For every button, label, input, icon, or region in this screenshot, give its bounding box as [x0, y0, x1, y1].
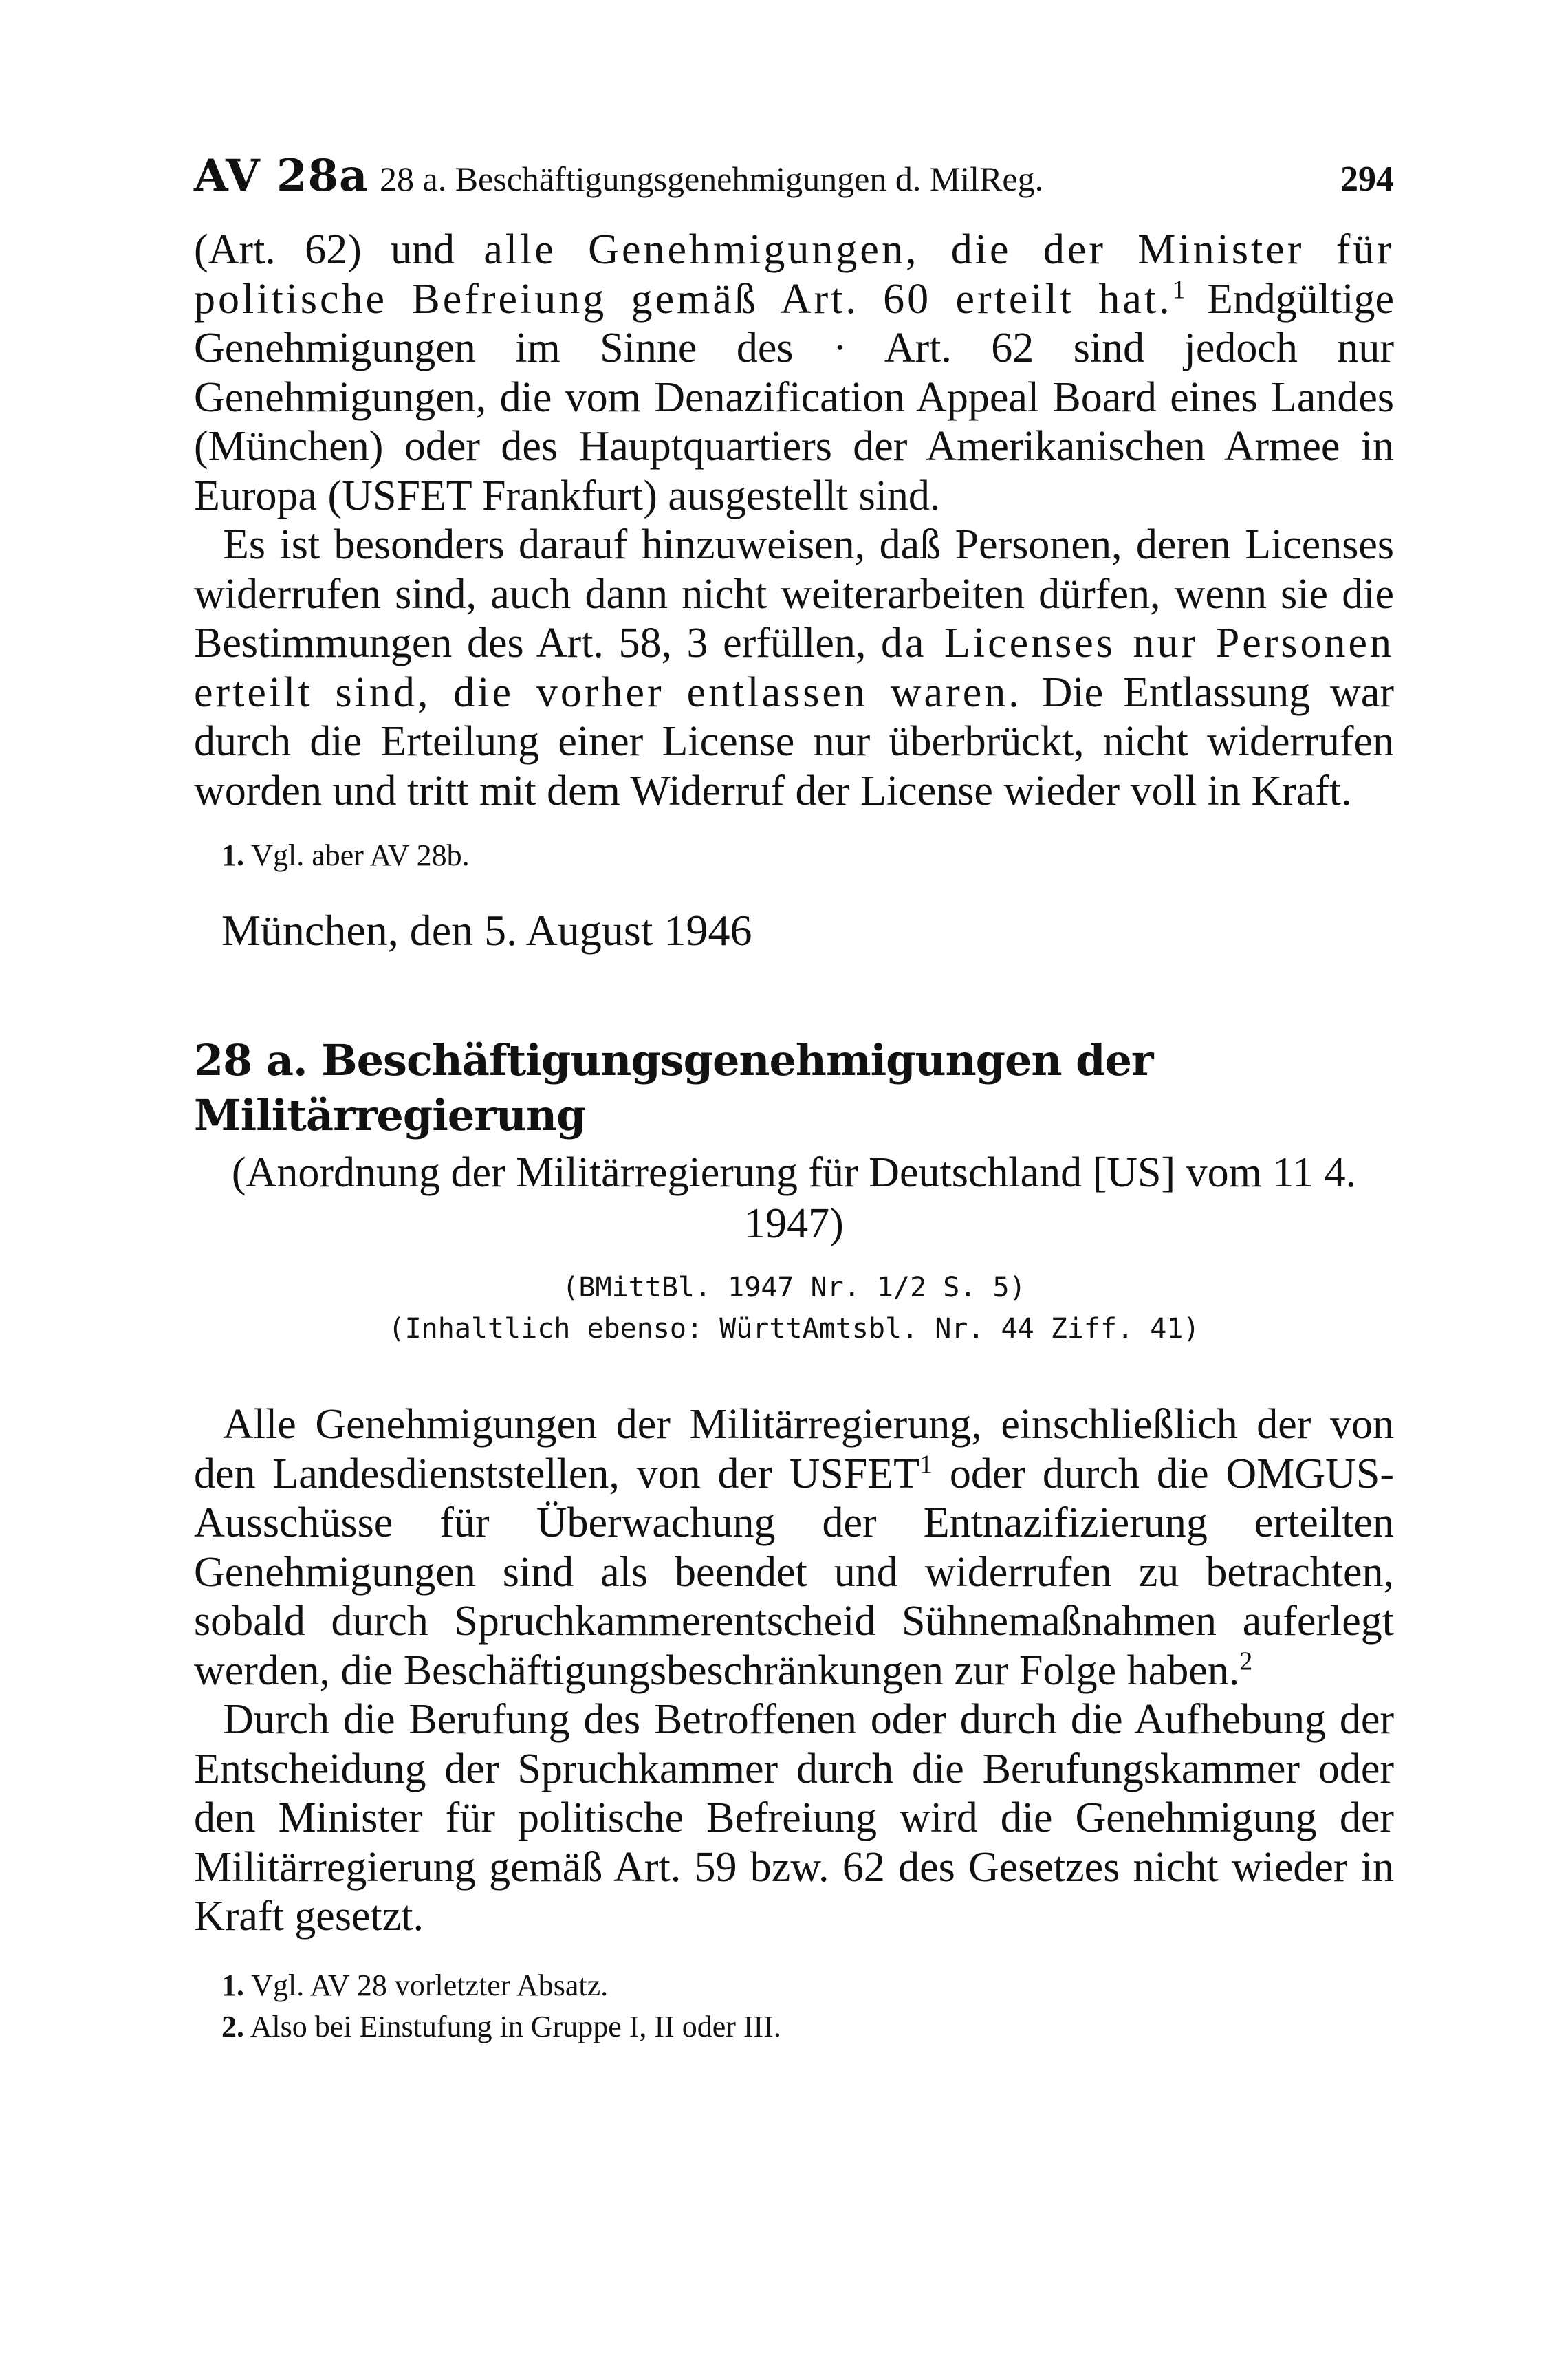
- source-citation-2: (Inhaltlich ebenso: WürttAmtsbl. Nr. 44 Ziff. 41): [388, 1313, 1200, 1345]
- section-paragraph-1-start: Alle Genehmigungen der Militärregierung, einschließlich der von den Landesdienststellen, von der USFET: [194, 1401, 1394, 1497]
- section-paragraph-1: [194, 1400, 1394, 1695]
- document-page: [194, 150, 1394, 2048]
- paragraph-2-start: Es ist besonders darauf hinzuweisen, daß Personen, deren Licenses widerrufen sind, auch dann nicht weiterarbeiten dürfen, wenn sie die Bestimmungen des Art. 58, 3 erfüllen,: [194, 521, 1394, 666]
- footnote-1: [194, 1965, 1394, 2006]
- footnote-number: 2.: [221, 2009, 244, 2043]
- footnote-text: Vgl. AV 28 vorletzter Absatz.: [244, 1968, 609, 2002]
- source-citation: (BMittBl. 1947 Nr. 1/2 S. 5): [562, 1272, 1026, 1303]
- footnote-number: 1.: [221, 838, 244, 872]
- paragraph-2-spaced: da Licenses nur Personen erteilt sind, die vorher entlassen waren.: [194, 620, 1395, 716]
- header-title: 28 a. Beschäftigungsgenehmigungen d. MilReg.: [380, 160, 1044, 198]
- header-code: AV 28a: [194, 150, 369, 202]
- section-footnotes: [194, 1965, 1394, 2048]
- paragraph-2-end: Die Entlassung war durch die Erteilung einer License nur überbrückt, nicht widerrufen worden und tritt mit dem Widerruf der License wieder voll in Kraft.: [194, 669, 1394, 814]
- paragraph-2: [194, 521, 1394, 816]
- section-title: 28 a. Beschäftigungsgenehmigungen der Militärregierung: [194, 1035, 1153, 1140]
- paragraph-1: [194, 226, 1394, 521]
- page-number: 294: [1340, 160, 1394, 199]
- footnote-text: Vgl. aber AV 28b.: [244, 838, 470, 872]
- footnote-2: [194, 2006, 1394, 2048]
- paragraph-1-end: Endgültige Genehmigungen im Sinne des · Art. 62 sind jedoch nur Genehmigungen, die vom Denazification Appeal Board eines Landes (München) oder des Hauptquartiers der Amerikanischen Armee in Europa (USFET Frankfurt) ausgestellt sind.: [194, 275, 1394, 519]
- section-paragraph-2: Durch die Berufung des Betroffenen oder durch die Aufhebung der Entscheidung der Spruchkammer durch die Berufungskammer oder den Minister für politische Befreiung wird die Genehmigung der Militärregierung gemäß Art. 59 bzw. 62 des Gesetzes nicht wieder in Kraft gesetzt.: [194, 1696, 1394, 1940]
- footnote-1: [194, 835, 1394, 876]
- paragraph-1-start: (Art. 62) und: [194, 226, 484, 273]
- section-paragraph-1-end: oder durch die OMGUS-Ausschüsse für Überwachung der Entnazifizierung erteilten Genehmigungen sind als beendet und widerrufen zu betrachten, sobald durch Spruchkammerentscheid Sühnemaßnahmen auferlegt werden, die Beschäftigungsbeschränkungen zur Folge haben.: [194, 1450, 1394, 1694]
- footnote-number: 1.: [221, 1968, 244, 2002]
- place-date: München, den 5. August 1946: [221, 906, 752, 955]
- paragraph-1-spaced: alle Genehmigungen, die der Minister für politische Befreiung gemäß Art. 60 erteilt hat.: [194, 226, 1394, 323]
- running-header: [194, 150, 1394, 226]
- footnote-ref: 1: [919, 1449, 933, 1479]
- footnote-text: Also bei Einstufung in Gruppe I, II oder III.: [244, 2009, 781, 2043]
- section-subtitle: (Anordnung der Militärregierung für Deutschland [US] vom 11 4. 1947): [231, 1149, 1357, 1247]
- footnote-ref: 2: [1239, 1646, 1253, 1675]
- footnote-ref: 1: [1172, 274, 1186, 304]
